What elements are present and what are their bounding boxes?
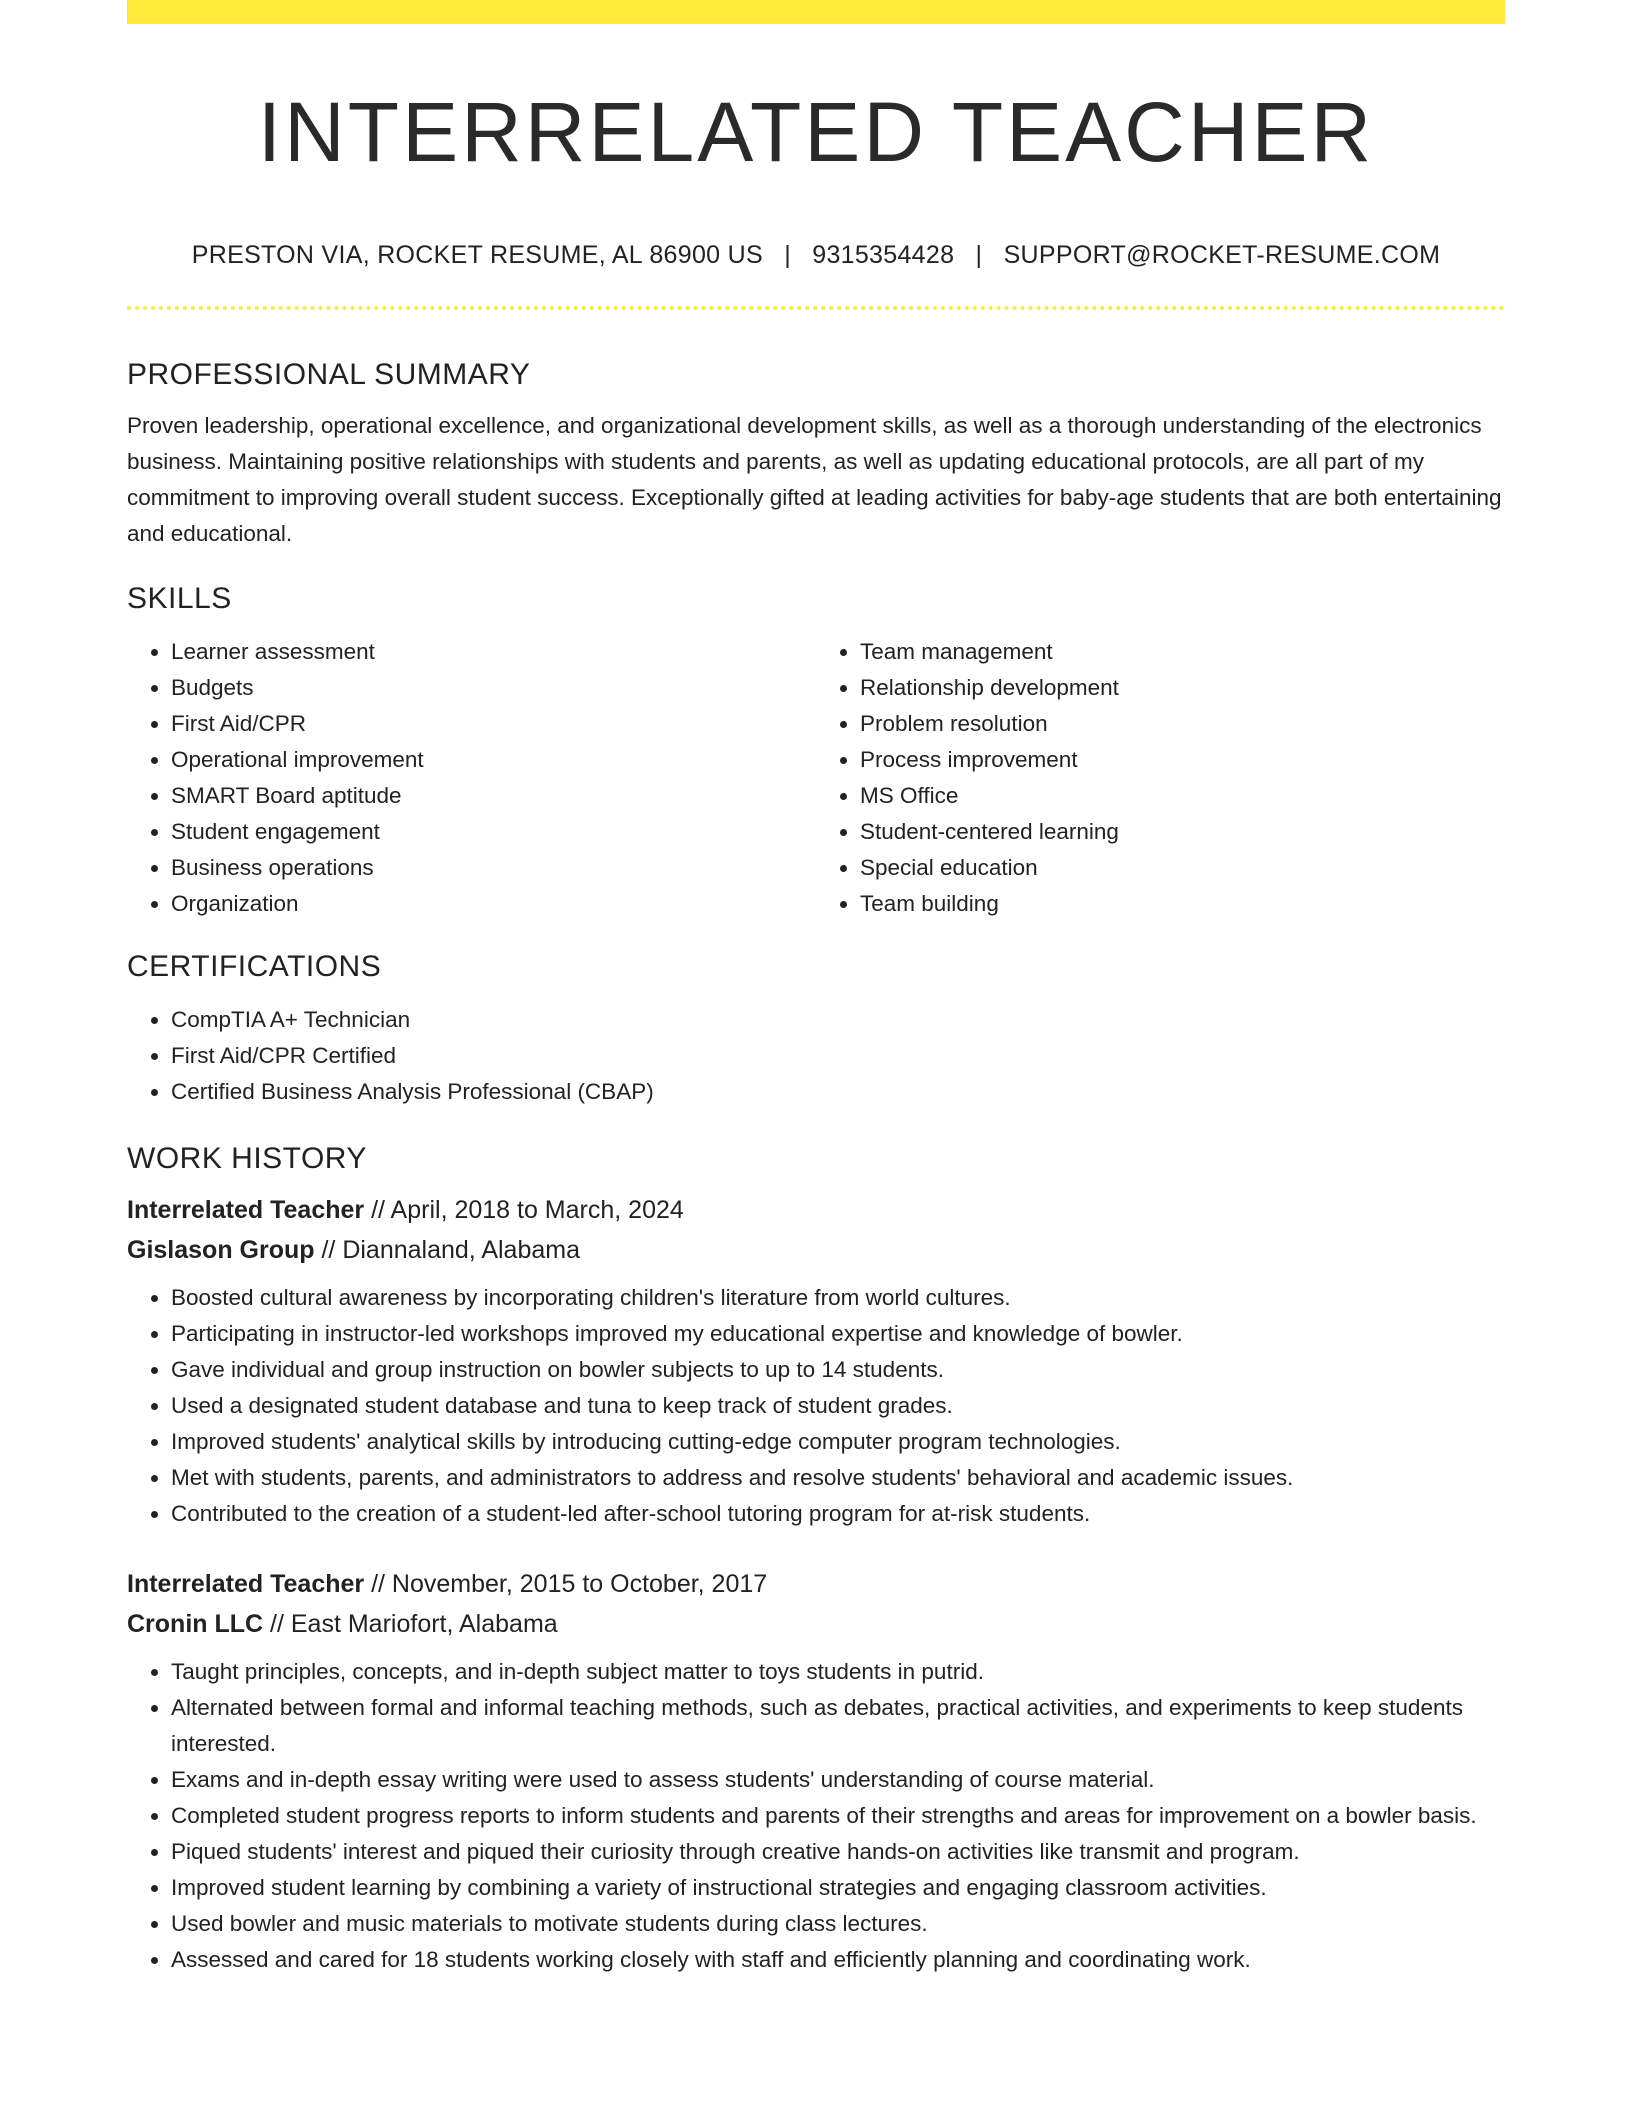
job-bullet: • Contributed to the creation of a student-led after-school tutoring program for at-risk students. [171,1496,1505,1532]
skill-item: • Learner assessment [171,634,816,670]
skill-item: • Relationship development [860,670,1505,706]
job-bullet: • Gave individual and group instruction on bowler subjects to up to 14 students. [171,1352,1505,1388]
skill-item: • Organization [171,886,816,922]
job-bullet: • Completed student progress reports to inform students and parents of their strengths and areas for improvement on a bowler basis. [171,1798,1505,1834]
job-bullet: • Boosted cultural awareness by incorporating children's literature from world cultures. [171,1280,1505,1316]
job-bullet: • Used bowler and music materials to motivate students during class lectures. [171,1906,1505,1942]
job-entry [127,1190,1505,1532]
job-company-line [127,1230,1505,1270]
certifications-section [127,944,1505,1110]
skill-item: • Operational improvement [171,742,816,778]
skills-list-left [127,634,816,922]
section-title-summary: PROFESSIONAL SUMMARY [127,358,531,391]
dotted-divider [127,306,1505,310]
job-company: Cronin LLC [127,1610,264,1638]
skill-item: • SMART Board aptitude [171,778,816,814]
job-dates: // November, 2015 to October, 2017 [371,1570,768,1598]
resume-page [127,0,1505,1972]
work-history-section [127,1136,1505,1978]
jobs-list [127,1190,1505,1978]
job-company: Gislason Group [127,1236,315,1264]
summary-section [127,352,1505,552]
job-title-line [127,1190,1505,1230]
job-location: // Diannaland, Alabama [321,1236,580,1264]
job-bullet: • Met with students, parents, and administrators to address and resolve students' behavioral and academic issues. [171,1460,1505,1496]
contact-separator: | [975,241,983,269]
contact-phone: 9315354428 [812,241,955,269]
section-title-certifications: CERTIFICATIONS [127,950,382,983]
job-entry [127,1564,1505,1978]
job-title-line [127,1564,1505,1604]
section-title-work-history: WORK HISTORY [127,1142,367,1175]
skill-item: • Process improvement [860,742,1505,778]
contact-email: SUPPORT@ROCKET-RESUME.COM [1003,241,1441,269]
job-bullet: • Piqued students' interest and piqued their curiosity through creative hands-on activities like transmit and program. [171,1834,1505,1870]
skill-item: • Team building [860,886,1505,922]
job-bullet: • Assessed and cared for 18 students working closely with staff and efficiently planning and coordinating work. [171,1942,1505,1978]
skill-item: • Problem resolution [860,706,1505,742]
job-role: Interrelated Teacher [127,1570,365,1598]
section-title-skills: SKILLS [127,582,232,615]
job-bullet: • Used a designated student database and tuna to keep track of student grades. [171,1388,1505,1424]
job-company-line [127,1604,1505,1644]
skill-item: • Budgets [171,670,816,706]
skill-item: • Business operations [171,850,816,886]
skill-item: • First Aid/CPR [171,706,816,742]
job-bullet: • Alternated between formal and informal teaching methods, such as debates, practical activities, and experiments to keep students interested. [171,1690,1505,1762]
accent-top-bar [127,0,1505,24]
certifications-list [127,1002,1505,1110]
skill-item: • Team management [860,634,1505,670]
contact-line [127,238,1505,272]
job-bullet: • Taught principles, concepts, and in-depth subject matter to toys students in putrid. [171,1654,1505,1690]
job-bullet: • Improved student learning by combining a variety of instructional strategies and engaging classroom activities. [171,1870,1505,1906]
job-dates: // April, 2018 to March, 2024 [371,1196,684,1224]
job-location: // East Mariofort, Alabama [270,1610,558,1638]
skill-item: • Student engagement [171,814,816,850]
contact-separator: | [784,241,791,269]
resume-name: INTERRELATED TEACHER [257,85,1375,179]
job-bullet: • Participating in instructor-led workshops improved my educational expertise and knowledge of bowler. [171,1316,1505,1352]
skills-columns [127,622,1505,922]
skill-item: • MS Office [860,778,1505,814]
summary-text: Proven leadership, operational excellence, and organizational development skills, as well as a thorough understanding of the electronics business. Maintaining positive relationships with students and parents, as well as updating educational protocols, are all part of my commitment to improving overall student success. Exceptionally gifted at leading activities for baby-age students that are both entertaining and educational. [127,413,1502,546]
job-bullets [127,1280,1505,1532]
job-bullets [127,1654,1505,1978]
skills-section [127,576,1505,922]
job-role: Interrelated Teacher [127,1196,365,1224]
skill-item: • Student-centered learning [860,814,1505,850]
job-bullet: • Exams and in-depth essay writing were used to assess students' understanding of course material. [171,1762,1505,1798]
certification-item: • Certified Business Analysis Professional (CBAP) [171,1074,1505,1110]
resume-content [127,352,1505,1978]
contact-address: PRESTON VIA, ROCKET RESUME, AL 86900 US [191,241,763,269]
certification-item: • CompTIA A+ Technician [171,1002,1505,1038]
job-bullet: • Improved students' analytical skills by introducing cutting-edge computer program technologies. [171,1424,1505,1460]
certification-item: • First Aid/CPR Certified [171,1038,1505,1074]
skills-list-right [816,634,1505,922]
skill-item: • Special education [860,850,1505,886]
